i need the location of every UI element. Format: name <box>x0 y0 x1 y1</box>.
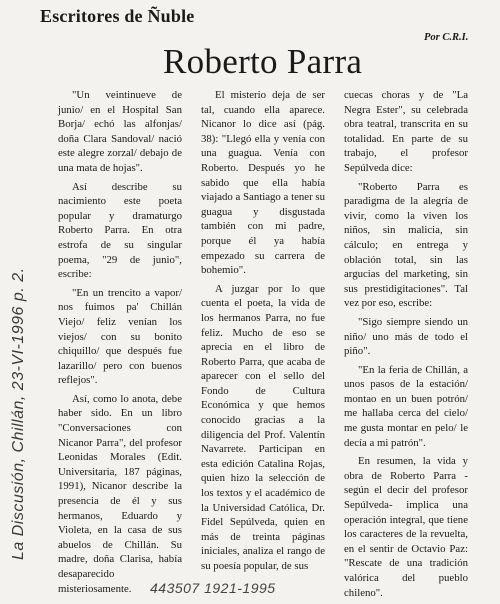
paragraph: Así describe su nacimiento este poeta popular y dramaturgo Roberto Parra. En otra estrofa de su singular poema, "29 de junio", escribe: <box>58 180 182 281</box>
handwritten-catalog-note: 443507 1921-1995 <box>150 580 276 596</box>
paragraph: "Un veintinueve de junio/ en el Hospital San Borja/ echó las alfonjas/ doña Clara Sandoval/ nació este alegre zorzal/ debajo de una mata de hojas". <box>58 89 182 174</box>
paragraph: "Roberto Parra es paradigma de la alegría de vivir, como la viven los niños, sin malicia, sin cálculo; en entrega y oblación total, sin las argucias del marketing, sin sus prestidigitaciones". Tal vez por eso, escribe: <box>344 180 468 310</box>
paragraph: cuecas choras y de "La Negra Ester", su celebrada obra teatral, transcrita en su totalidad. En parte de su trabajo, el profesor Sepúlveda dice: <box>344 89 468 174</box>
section-heading: Escritores de Ñuble <box>40 6 195 26</box>
byline: Por C.R.I. <box>424 32 469 43</box>
article-title: Roberto Parra <box>163 42 363 81</box>
paragraph: Así, como lo anota, debe haber sido. En un libro "Conversaciones con Nicanor Parra", del profesor Leonidas Morales (Edit. Universitaria, 187 páginas, 1991), Nicanor describe la presencia de él y sus hermanos, Eduardo y Violeta, en la casa de sus abuelos de Chillán. Su madre, doña Clarisa, había desaparecido misteriosamente. <box>58 392 182 595</box>
column-2 <box>201 88 325 578</box>
column-1 <box>58 88 182 600</box>
handwritten-source-note: La Discusión, Chillán, 23-VI-1996 p. 2. <box>10 267 27 560</box>
paragraph: El misterio deja de ser tal, cuando ella aparece. Nicanor lo dice así (pág. 38): "Llegó ella y venía con una guagua. Venía con Roberto. Después yo he sabido que ella había viajado a Santiago a tener su guagua y disgustada también con mi padre, porque él ya había empezado su carrera de bohemio". <box>201 89 325 277</box>
paragraph: A juzgar por lo que cuenta el poeta, la vida de los hermanos Parra, no fue feliz. Mucho de eso se aprecia en el libro de Roberto Parra, que acaba de aparecer con el sello del Fondo de Cultura Económica y que hemos conocido gracias a la diligencia del Prof. Valentín Navarrete. Participan en esta edición Catalina Rojas, quien hizo la selección de los textos y el académico de la Universidad Católica, Dr. Fidel Sepúlveda, quien en más de treinta páginas iniciales, analiza el rango de su poesía popular, de sus <box>201 282 325 572</box>
paragraph: "En la feria de Chillán, a unos pasos de la estación/ montao en un buen potrón/ me hallaba cerca del cielo/ me gusta montar en pelo/ le decía a mi patrón". <box>344 363 468 449</box>
column-3 <box>344 88 468 604</box>
paragraph: "En un trencito a vapor/ nos fuimos pa' Chillán Viejo/ feliz venían los viejos/ con su bonito chiquillo/ que después fue lazarillo/ pero con buenos reflejos". <box>58 286 182 387</box>
paragraph: En resumen, la vida y obra de Roberto Parra -según el decir del profesor Sepúlveda- implica una operación integral, que tiene los caracteres de la revuelta, en el sentir de Octavio Paz: "Rescate de una tradición valórica del pueblo chileno". <box>344 455 468 599</box>
paragraph: "Sigo siempre siendo un niño/ uno más de todo el piño". <box>344 315 468 358</box>
